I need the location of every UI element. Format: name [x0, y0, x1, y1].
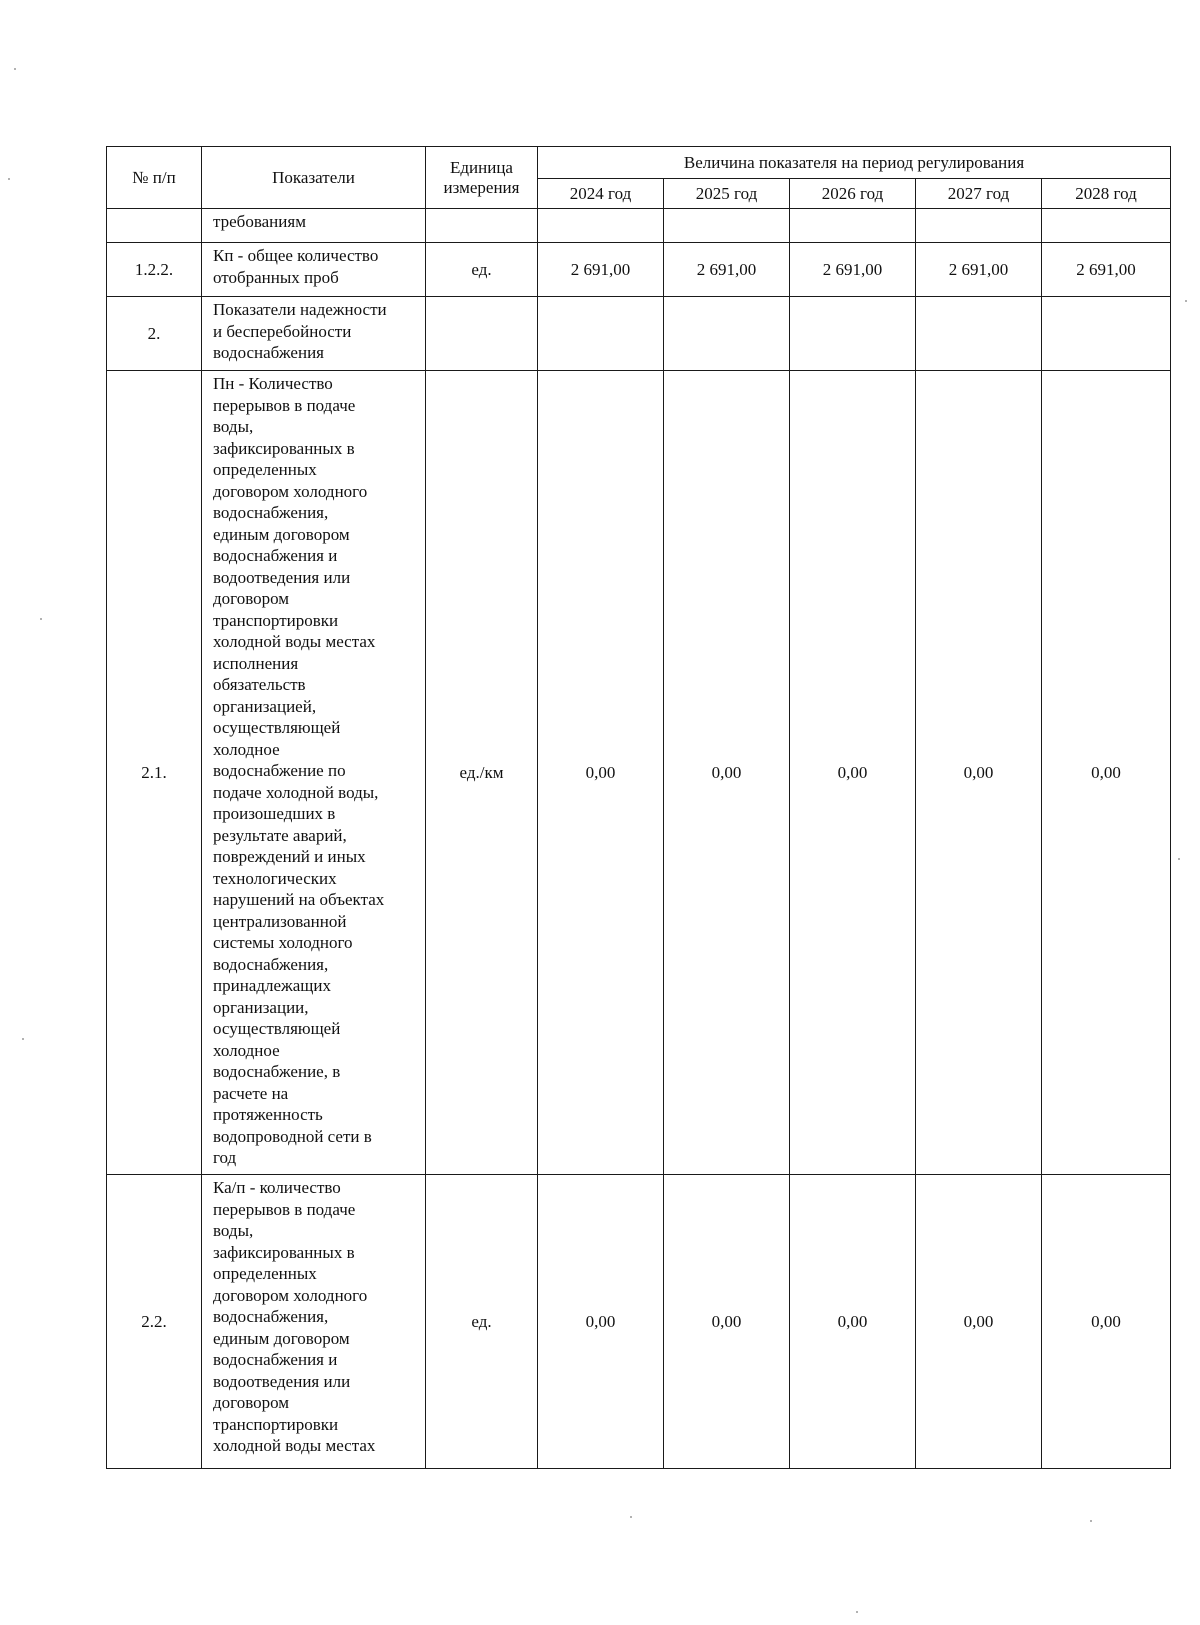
- indicator-line: принадлежащих: [213, 976, 331, 995]
- indicator-line: организацией,: [213, 696, 317, 716]
- indicator-line: холодной воды местах: [213, 1436, 376, 1455]
- indicator-line: перерывов в подаче: [213, 395, 356, 415]
- indicator-line: и бесперебойности: [213, 321, 352, 341]
- indicator-line: расчете на: [213, 1083, 289, 1103]
- indicator-line: договором: [213, 1393, 290, 1412]
- header-year-2028: 2028 год: [1042, 179, 1171, 209]
- header-period: Величина показателя на период регулирования: [538, 147, 1171, 179]
- table-row: [107, 371, 1171, 1175]
- row-value-2025: 2 691,00: [664, 243, 790, 297]
- row-indicator: [202, 371, 426, 1175]
- row-value-2024: 2 691,00: [538, 243, 664, 297]
- row-value-2025: 0,00: [664, 371, 790, 1175]
- row-value-2028: [1042, 209, 1171, 243]
- scan-speck: [1178, 858, 1180, 860]
- indicator-line: водоснабжения,: [213, 954, 329, 974]
- table-body: [107, 209, 1171, 1469]
- indicator-line: требованиям: [213, 212, 306, 231]
- row-indicator: [202, 297, 426, 371]
- scan-speck: [1185, 300, 1187, 302]
- indicator-line: произошедших в: [213, 804, 336, 823]
- indicators-table: [106, 146, 1171, 1469]
- indicator-line: осуществляющей: [213, 1019, 341, 1038]
- indicator-line: подаче холодной воды,: [213, 782, 379, 802]
- header-year-2027: 2027 год: [916, 179, 1042, 209]
- header-unit-line1: Единица: [450, 157, 513, 177]
- row-num: 2.2.: [107, 1175, 202, 1469]
- row-value-2026: [790, 297, 916, 371]
- indicator-line: договором холодного: [213, 481, 368, 501]
- table-row: [107, 243, 1171, 297]
- table-header: [107, 147, 1171, 209]
- row-value-2026: 2 691,00: [790, 243, 916, 297]
- indicator-line: водоснабжения,: [213, 503, 329, 522]
- row-value-2027: 2 691,00: [916, 243, 1042, 297]
- indicator-line: отобранных проб: [213, 267, 339, 287]
- indicator-line: обязательств: [213, 675, 306, 694]
- indicator-line: Кп - общее количество: [213, 246, 379, 265]
- indicator-line: единым договором: [213, 1328, 350, 1348]
- indicator-line: зафиксированных в: [213, 1242, 355, 1262]
- row-num: [107, 209, 202, 243]
- row-value-2026: 0,00: [790, 1175, 916, 1469]
- row-value-2024: 0,00: [538, 371, 664, 1175]
- row-value-2024: [538, 297, 664, 371]
- indicator-line: договором холодного: [213, 1285, 368, 1305]
- indicator-line: единым договором: [213, 524, 350, 544]
- row-value-2026: [790, 209, 916, 243]
- scan-speck: [630, 1516, 632, 1518]
- row-indicator: [202, 243, 426, 297]
- indicator-line: водоснабжения,: [213, 1307, 329, 1326]
- indicator-line: водоснабжение по: [213, 761, 346, 780]
- indicator-line: воды,: [213, 1221, 254, 1240]
- indicator-line: перерывов в подаче: [213, 1199, 356, 1219]
- header-indicator: Показатели: [202, 147, 426, 209]
- row-value-2027: [916, 297, 1042, 371]
- indicator-line: водоснабжения и: [213, 1350, 338, 1369]
- row-unit: [426, 209, 538, 243]
- indicator-line: Ка/п - количество: [213, 1178, 341, 1197]
- header-row-top: [107, 147, 1171, 179]
- indicator-line: договором: [213, 589, 290, 608]
- scan-speck: [8, 178, 10, 180]
- indicator-line: транспортировки: [213, 610, 339, 630]
- indicator-line: водопроводной сети в: [213, 1126, 372, 1146]
- row-value-2024: 0,00: [538, 1175, 664, 1469]
- indicator-line: повреждений и иных: [213, 847, 366, 866]
- indicator-line: воды,: [213, 417, 254, 436]
- indicator-line: холодной воды местах: [213, 632, 376, 651]
- indicator-line: водоотведения или: [213, 1371, 351, 1391]
- row-num: 2.1.: [107, 371, 202, 1175]
- indicator-line: год: [213, 1148, 237, 1167]
- indicator-line: централизованной: [213, 911, 347, 931]
- indicator-line: зафиксированных в: [213, 438, 355, 458]
- indicator-line: системы холодного: [213, 933, 353, 952]
- scan-speck: [856, 1611, 858, 1613]
- table-row: [107, 209, 1171, 243]
- row-value-2024: [538, 209, 664, 243]
- indicator-line: нарушений на объектах: [213, 890, 385, 909]
- indicator-line: транспортировки: [213, 1414, 339, 1434]
- indicator-line: организации,: [213, 997, 309, 1017]
- header-num: № п/п: [107, 147, 202, 209]
- indicator-line: Пн - Количество: [213, 374, 333, 393]
- row-value-2028: 2 691,00: [1042, 243, 1171, 297]
- row-num: 1.2.2.: [107, 243, 202, 297]
- row-unit: ед./км: [426, 371, 538, 1175]
- table-row: [107, 1175, 1171, 1469]
- indicator-line: водоотведения или: [213, 567, 351, 587]
- row-indicator: [202, 1175, 426, 1469]
- row-unit: ед.: [426, 243, 538, 297]
- row-value-2025: [664, 209, 790, 243]
- scan-speck: [22, 1038, 24, 1040]
- indicator-line: осуществляющей: [213, 718, 341, 737]
- row-value-2027: 0,00: [916, 1175, 1042, 1469]
- row-value-2028: 0,00: [1042, 371, 1171, 1175]
- indicator-line: определенных: [213, 1264, 317, 1283]
- row-value-2028: [1042, 297, 1171, 371]
- indicator-line: водоснабжения и: [213, 546, 338, 565]
- row-indicator: [202, 209, 426, 243]
- indicator-line: водоснабжение, в: [213, 1062, 341, 1081]
- scan-speck: [1090, 1520, 1092, 1522]
- indicator-line: определенных: [213, 460, 317, 479]
- row-value-2026: 0,00: [790, 371, 916, 1175]
- header-unit: [426, 147, 538, 209]
- indicator-line: исполнения: [213, 653, 299, 673]
- header-unit-line2: измерения: [443, 177, 520, 197]
- row-value-2027: [916, 209, 1042, 243]
- header-year-2026: 2026 год: [790, 179, 916, 209]
- indicator-line: технологических: [213, 868, 337, 888]
- indicator-line: холодное: [213, 739, 280, 759]
- table-row: [107, 297, 1171, 371]
- indicator-line: Показатели надежности: [213, 300, 387, 319]
- row-value-2025: 0,00: [664, 1175, 790, 1469]
- row-unit: [426, 297, 538, 371]
- header-year-2024: 2024 год: [538, 179, 664, 209]
- indicator-line: протяженность: [213, 1105, 323, 1124]
- row-unit: ед.: [426, 1175, 538, 1469]
- row-value-2025: [664, 297, 790, 371]
- header-year-2025: 2025 год: [664, 179, 790, 209]
- indicator-line: результате аварий,: [213, 825, 347, 845]
- indicator-line: холодное: [213, 1040, 280, 1060]
- row-value-2027: 0,00: [916, 371, 1042, 1175]
- scan-speck: [40, 618, 42, 620]
- scan-speck: [14, 68, 16, 70]
- row-num: 2.: [107, 297, 202, 371]
- indicator-line: водоснабжения: [213, 343, 324, 362]
- row-value-2028: 0,00: [1042, 1175, 1171, 1469]
